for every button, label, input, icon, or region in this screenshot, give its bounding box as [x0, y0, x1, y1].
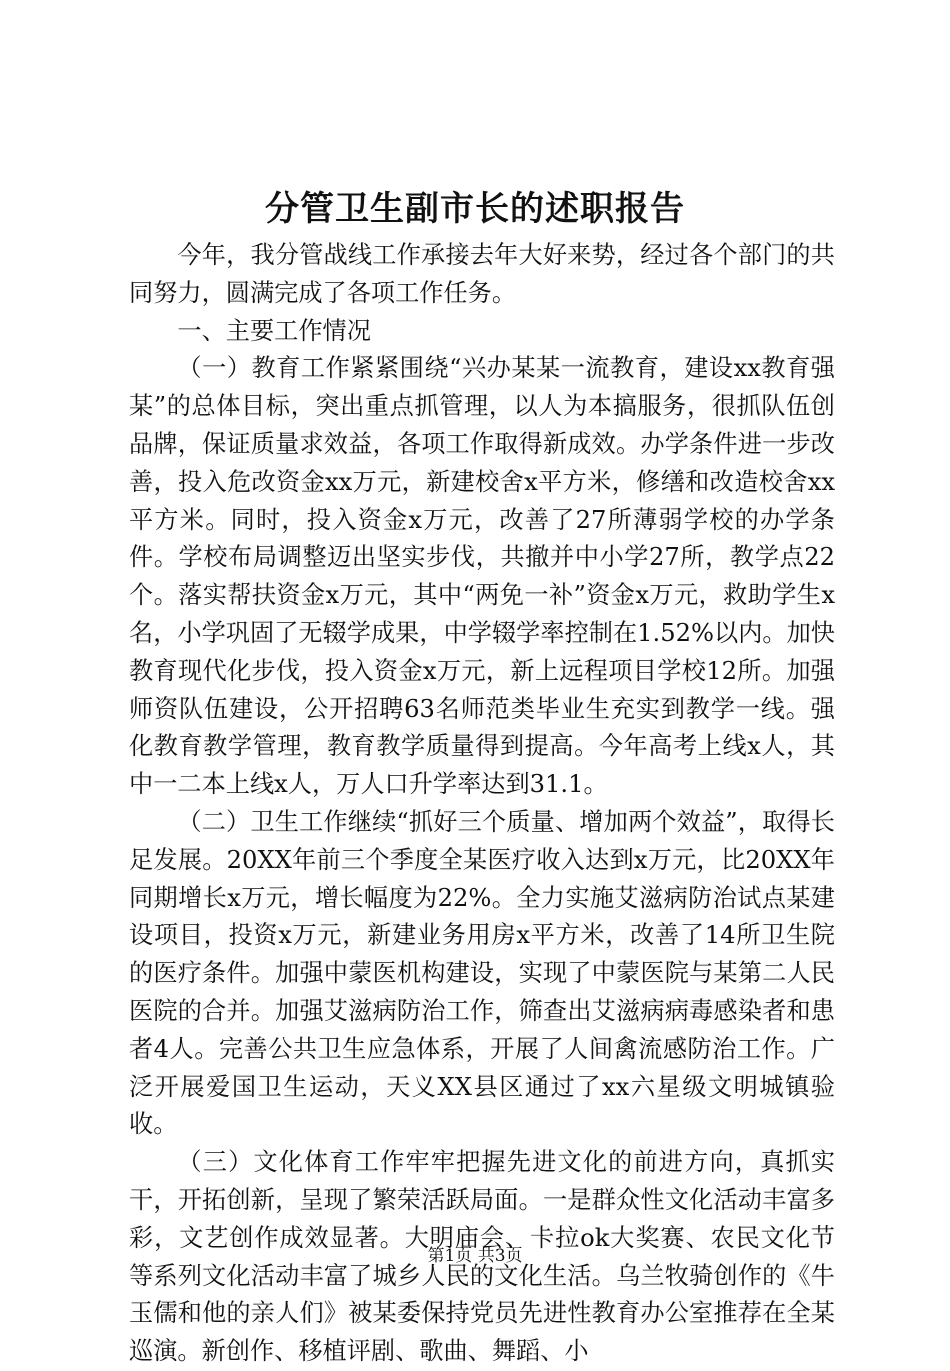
document-title: 分管卫生副市长的述职报告 [265, 189, 685, 229]
paragraph-culture: （三）文化体育工作牢牢把握先进文化的前进方向，真抓实干，开拓创新，呈现了繁荣活跃局面。一是群众性文化活动丰富多彩，文艺创作成效显著。大明庙会、卡拉ok大奖赛、农民文化节等系列文化活动丰富了城乡人民的文化生活。乌兰牧骑创作的《牛玉儒和他的亲人们》被某委保持党员先进性教育办公室推荐在全某巡演。新创作、移植评剧、歌曲、舞蹈、小 [129, 1148, 835, 1366]
paragraph-health: （二）卫生工作继续“抓好三个质量、增加两个效益”，取得长足发展。20XX年前三个季度全某医疗收入达到x万元，比20XX年同期增长x万元，增长幅度为22%。全力实施艾滋病防治试点某建设项目，投资x万元，新建业务用房x平方米，改善了14所卫生院的医疗条件。加强中蒙医机构建设，实现了中蒙医院与某第二人民医院的合并。加强艾滋病防治工作，筛查出艾滋病病毒感染者和患者4人。完善公共卫生应急体系，开展了人间禽流感防治工作。广泛开展爱国卫生运动，天义XX县区通过了xx六星级文明城镇验收。 [129, 807, 835, 1139]
document-body [129, 237, 835, 1371]
page-number-footer: 第1页 共3页 [427, 1246, 523, 1266]
paragraph-intro: 今年，我分管战线工作承接去年大好来势，经过各个部门的共同努力，圆满完成了各项工作任务。 [129, 241, 835, 307]
section-heading: 一、主要工作情况 [177, 316, 371, 345]
paragraph-education: （一）教育工作紧紧围绕“兴办某某一流教育，建设xx教育强某”的总体目标，突出重点抓管理，以人为本搞服务，很抓队伍创品牌，保证质量求效益，各项工作取得新成效。办学条件进一步改善，投入危改资金xx万元，新建校舍x平方米，修缮和改造校舍xx平方米。同时，投入资金x万元，改善了27所薄弱学校的办学条件。学校布局调整迈出坚实步伐，共撤并中小学27所，教学点22个。落实帮扶资金x万元，其中“两免一补”资金x万元，救助学生x名，小学巩固了无辍学成果，中学辍学率控制在1.52%以内。加快教育现代化步伐，投入资金x万元，新上远程项目学校12所。加强师资队伍建设，公开招聘63名师范类毕业生充实到教学一线。强化教育教学管理，教育教学质量得到提高。今年高考上线x人，其中一二本上线x人，万人口升学率达到31.1。 [129, 354, 835, 799]
